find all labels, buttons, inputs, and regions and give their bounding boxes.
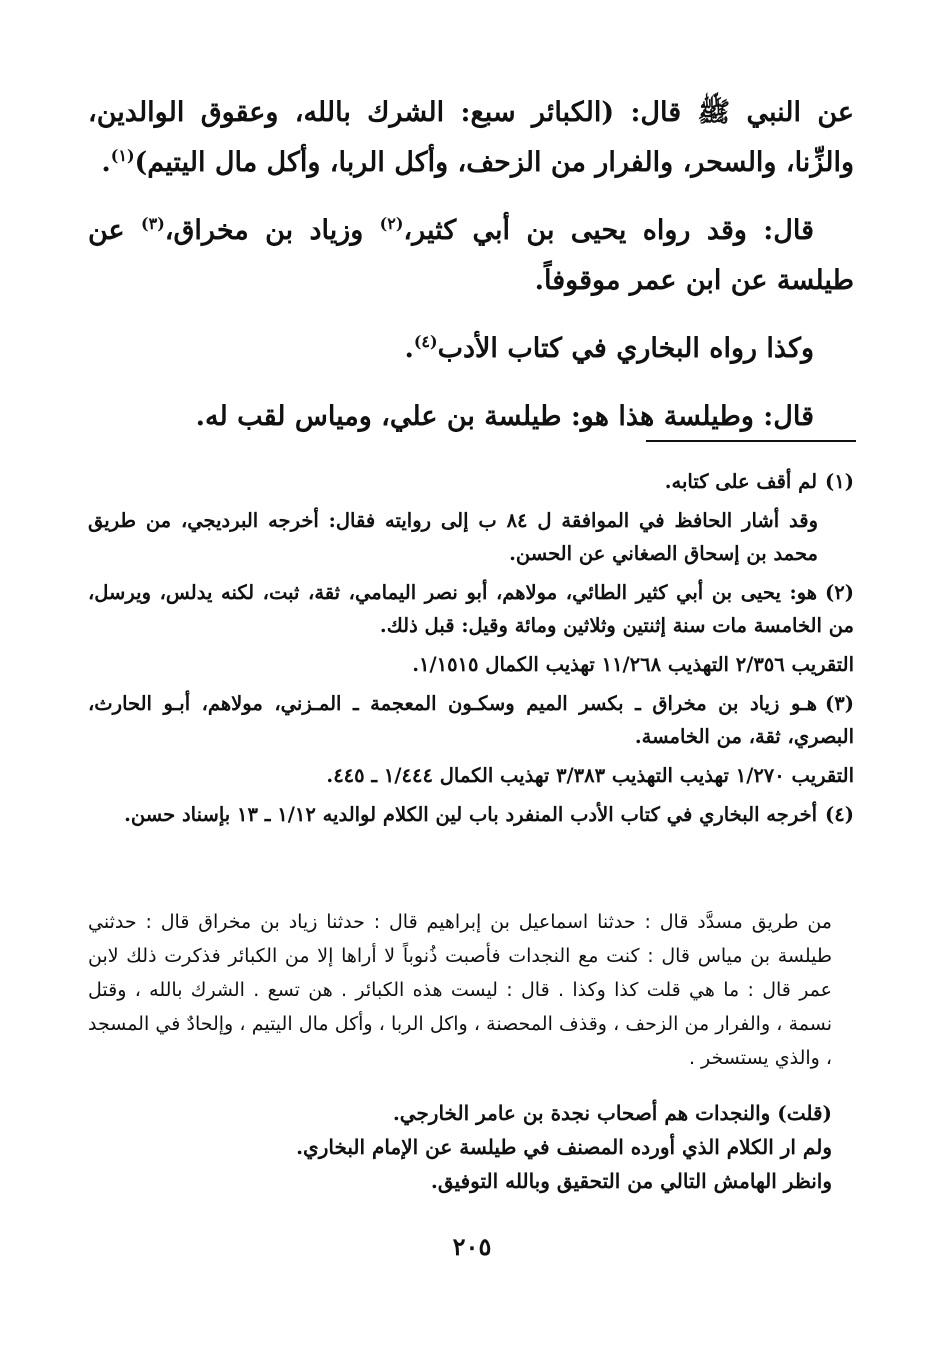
footnote-1-text: لم أقف على كتابه. bbox=[664, 470, 818, 493]
main-paragraph-3-end: . bbox=[404, 333, 414, 364]
footnote-ref-2: (٢) bbox=[379, 214, 404, 233]
main-paragraph-1-end: . bbox=[101, 147, 111, 178]
footnote-3-text: هـو زياد بن مخراق ـ بكسر الميم وسكـون المعجمة ـ المـزني، مولاهم، أبـو الحارث، البصري، ثقة، من الخامسة. bbox=[88, 692, 854, 748]
footnote-4-number: (٤) bbox=[825, 803, 854, 826]
main-paragraph-4: قال: وطيلسة هذا هو: طيلسة بن علي، ومياس لقب له. bbox=[195, 401, 814, 432]
main-paragraph-2-part-b: وزياد بن مخراق، bbox=[164, 215, 380, 246]
main-paragraph-2 bbox=[88, 206, 854, 306]
main-paragraph-1-text: عن النبي ﷺ قال: (الكبائر سبع: الشرك بالله، وعقوق الوالدين، والزِّنا، والسحر، والفرار من الزحف، وأكل الربا، وأكل مال اليتيم) bbox=[88, 97, 854, 178]
footnote-ref-3: (٣) bbox=[141, 214, 165, 233]
footnote-3 bbox=[88, 687, 854, 753]
editor-notes bbox=[88, 1096, 832, 1198]
handwritten-annotation: من طريق مسدَّد قال : حدثنا اسماعيل بن إبراهيم قال : حدثنا زياد بن مخراق قال : حدثني طيلسة بن مياس قال : كنت مع النجدات فأصبت ذُنوباً لا أراها إلا من الكبائر فذكرت ذلك لابن عمر قال : ما هي قلت كذا وكذا . قال : ليست هذه الكبائر . هن تسع . الشرك بالله ، وقتل نسمة ، والفرار من الزحف ، وقذف المحصنة ، واكل الربا ، وأكل مال اليتيم ، وإلحادٌ في المسجد ، والذي يستسخر . bbox=[88, 911, 832, 1069]
editor-note-2: ولم ار الكلام الذي أورده المصنف في طيلسة عن الإمام البخاري. bbox=[296, 1135, 832, 1159]
footnote-1-continuation: وقد أشار الحافظ في الموافقة ل ٨٤ ب إلى روايته فقال: أخرجه البرديجي، من طريق محمد بن إسحاق الصغاني عن الحسن. bbox=[88, 509, 818, 565]
main-paragraph-3-text: وكذا رواه البخاري في كتاب الأدب bbox=[437, 333, 814, 364]
main-paragraph-2-part-c: عن طيلسة عن ابن عمر موقوفاً. bbox=[88, 215, 854, 296]
main-paragraph-1 bbox=[88, 88, 854, 188]
footnote-2-text: هو: يحيى بن أبي كثير الطائي، مولاهم، أبو نصر اليمامي، ثقة، ثبت، لكنه يدلس، ويرسل، من الخامسة مات سنة إثنتين وثلاثين ومائة وقيل: قبل ذلك. bbox=[88, 581, 854, 637]
editor-note-1: (قلت) والنجدات هم أصحاب نجدة بن عامر الخارجي. bbox=[392, 1101, 832, 1125]
editor-note-3: وانظر الهامش التالي من التحقيق وبالله التوفيق. bbox=[430, 1169, 832, 1193]
footnote-1-number: (١) bbox=[825, 470, 854, 493]
footnote-ref-1: (١) bbox=[110, 146, 135, 165]
footnote-4-text: أخرجه البخاري في كتاب الأدب المنفرد باب لين الكلام لوالديه ١/١٢ ـ ١٣ بإسناد حسن. bbox=[124, 803, 818, 826]
footnote-3-references: التقريب ١/٢٧٠ تهذيب التهذيب ٣/٣٨٣ تهذيب الكمال ١/٤٤٤ ـ ٤٤٥. bbox=[326, 764, 854, 787]
footnote-1 bbox=[88, 465, 854, 498]
footnote-3-number: (٣) bbox=[825, 692, 854, 715]
footnote-2 bbox=[88, 576, 854, 642]
footnote-separator bbox=[646, 440, 856, 442]
main-text bbox=[88, 88, 854, 460]
main-paragraph-2-part-a: قال: وقد رواه يحيى بن أبي كثير، bbox=[403, 215, 814, 246]
footnote-4 bbox=[88, 798, 854, 831]
footnotes bbox=[88, 465, 854, 837]
page-number: ٢٠٥ bbox=[452, 1232, 492, 1261]
main-paragraph-3 bbox=[88, 324, 854, 374]
footnote-2-references: التقريب ٢/٣٥٦ التهذيب ١١/٢٦٨ تهذيب الكمال ١/١٥١٥. bbox=[412, 653, 854, 676]
footnote-ref-4: (٤) bbox=[413, 332, 438, 351]
footnote-2-number: (٢) bbox=[825, 581, 854, 604]
